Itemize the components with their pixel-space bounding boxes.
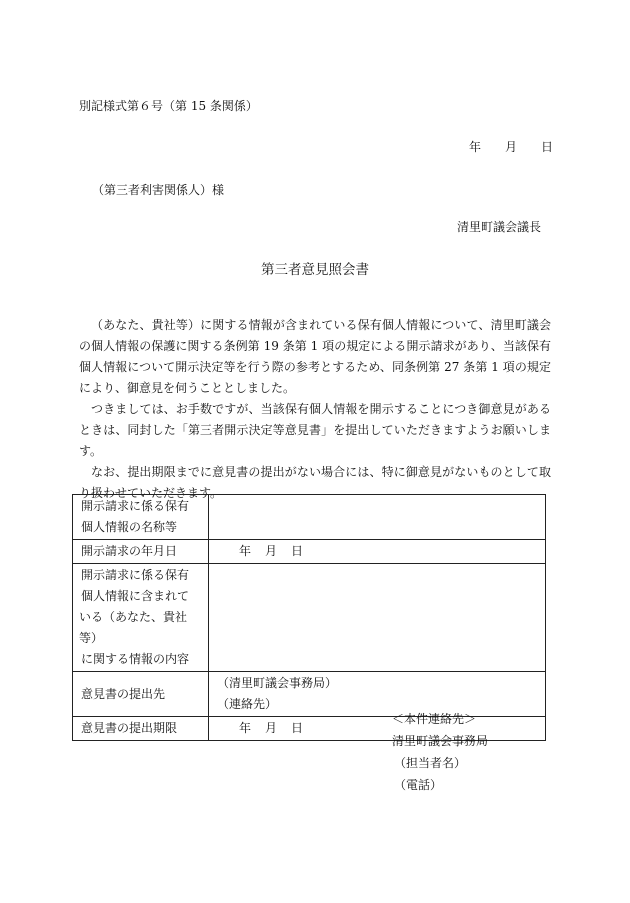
contact-block — [392, 708, 488, 796]
contact-phone: （電話） — [394, 778, 443, 792]
label-line: 開示請求に係る保有 — [81, 568, 190, 582]
value-month: 月 — [265, 721, 278, 735]
table-value — [209, 495, 546, 540]
label-line: 開示請求に係る保有 — [81, 499, 190, 513]
table-row — [73, 564, 546, 672]
body-paragraph: なお、提出期限までに意見書の提出がない場合には、特に御意見がないものとして取り扱わせていただきます。 — [79, 465, 551, 500]
table-label — [73, 495, 209, 540]
date-month: 月 — [505, 140, 518, 154]
table-value — [209, 564, 546, 672]
addressee: （第三者利害関係人）様 — [92, 183, 225, 197]
label-line: いる（あなた、貴社等） — [79, 610, 188, 645]
value-year: 年 — [239, 544, 252, 558]
request-date-value — [209, 540, 546, 564]
destination-line: （清里町議会事務局） — [217, 676, 338, 690]
table-label: 意見書の提出期限 — [73, 717, 209, 741]
info-table — [72, 494, 546, 741]
date-day: 日 — [541, 140, 554, 154]
table-row — [73, 495, 546, 540]
table-row — [73, 540, 546, 564]
label-line: に関する情報の内容 — [81, 652, 190, 666]
form-number: 別記様式第６号（第 15 条関係） — [79, 99, 258, 113]
date-line — [469, 138, 553, 155]
value-day: 日 — [291, 544, 304, 558]
label-line: 個人情報の名称等 — [81, 520, 178, 534]
date-year: 年 — [469, 140, 482, 154]
contact-heading: ＜本件連絡先＞ — [392, 712, 477, 726]
body-paragraph: つきましては、お手数ですが、当該保有個人情報を開示することにつき御意見があるときは、同封した「第三者開示決定等意見書」を提出していただきますようお願いします。 — [79, 402, 551, 458]
deadline-value — [209, 717, 546, 741]
body-paragraph: （あなた、貴社等）に関する情報が含まれている保有個人情報について、清里町議会の個人情報の保護に関する条例第 19 条第 1 項の規定による開示請求があり、当該保有個人情報について開示決定等を行う際の参考とするため、同条例第 27 条第 1 項の規定により、御意見を伺うこととしました。 — [79, 318, 551, 395]
issuer: 清里町議会議長 — [457, 220, 542, 234]
destination-line: （連絡先） — [217, 697, 278, 711]
contact-person: （担当者名） — [394, 756, 467, 770]
value-day: 日 — [291, 721, 304, 735]
table-label: 意見書の提出先 — [73, 672, 209, 717]
contact-office: 清里町議会事務局 — [392, 734, 489, 748]
value-year: 年 — [239, 721, 252, 735]
document-title: 第三者意見照会書 — [261, 262, 369, 278]
table-label: 開示請求の年月日 — [73, 540, 209, 564]
body-text — [79, 315, 551, 504]
label-line: 個人情報に含まれて — [81, 589, 190, 603]
submission-destination-value — [209, 672, 546, 717]
table-label — [73, 564, 209, 672]
value-month: 月 — [265, 544, 278, 558]
